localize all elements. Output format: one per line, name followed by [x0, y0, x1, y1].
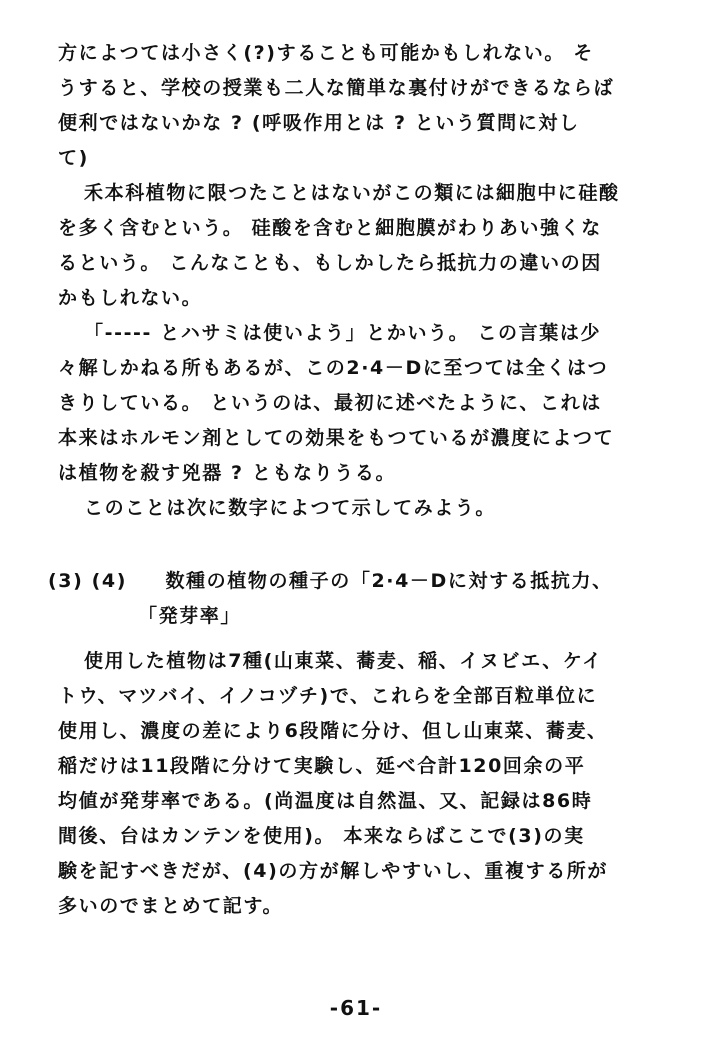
paragraph-2-line-2: を多く含むという。 硅酸を含むと細胞膜がわりあい強くな [58, 217, 602, 239]
page-number: -61- [329, 996, 383, 1020]
paragraph-3-line-4: 本来はホルモン剤としての効果をもつているが濃度によつて [58, 427, 615, 449]
paragraph-5-line-7: 験を記すべきだが、(4)の方が解しやすいし、重複する所が [58, 860, 609, 882]
paragraph-5-line-4: 稲だけは11段階に分けて実験し、延べ合計120回余の平 [58, 755, 586, 777]
paragraph-2-line-1: 禾本科植物に限つたことはないがこの類には細胞中に硅酸 [84, 182, 620, 204]
paragraph-1-line-3: 便利ではないかな ? (呼吸作用とは ? という質問に対し [58, 112, 580, 134]
paragraph-3-line-2: 々解しかねる所もあるが、この2·4－Dに至つては全くはつ [58, 357, 609, 379]
paragraph-5-line-5: 均値が発芽率である。(尚温度は自然温、又、記録は86時 [58, 790, 593, 812]
paragraph-5-line-6: 間後、台はカンテンを使用)。 本来ならばここで(3)の実 [58, 825, 585, 847]
paragraph-3-line-1: 「----- とハサミは使いよう」とかいう。 この言葉は少 [84, 322, 602, 344]
section-title-line-2: 「発芽率」 [138, 605, 242, 627]
paragraph-2-line-3: るという。 こんなことも、もしかしたら抵抗力の違いの因 [58, 252, 602, 274]
paragraph-5-line-3: 使用し、濃度の差により6段階に分け、但し山東菜、蕎麦、 [58, 720, 608, 742]
paragraph-3-line-3: きりしている。 というのは、最初に述べたように、これは [58, 392, 602, 414]
paragraph-5-line-2: トウ、マツバイ、イノコヅチ)で、これらを全部百粒単位に [58, 685, 598, 707]
paragraph-3-line-5: は植物を殺す兇器 ? ともなりうる。 [58, 462, 397, 484]
paragraph-2-line-4: かもしれない。 [58, 287, 203, 309]
paragraph-5-line-8: 多いのでまとめて記す。 [58, 895, 284, 917]
paragraph-1-line-2: うすると、学校の授業も二人な簡単な裏付けができるならば [58, 77, 615, 99]
paragraph-1-line-4: て) [58, 147, 89, 169]
section-heading [48, 566, 613, 596]
section-number: (3) (4) [48, 570, 127, 592]
section-title-line-1: 数種の植物の種子の「2·4－Dに対する抵抗力、 [165, 570, 613, 592]
paragraph-4-line-1: このことは次に数字によつて示してみよう。 [84, 497, 497, 519]
paragraph-5-line-1: 使用した植物は7種(山東菜、蕎麦、稲、イヌビエ、ケイ [84, 650, 603, 672]
paragraph-1-line-1: 方によつては小さく(?)することも可能かもしれない。 そ [58, 42, 594, 64]
